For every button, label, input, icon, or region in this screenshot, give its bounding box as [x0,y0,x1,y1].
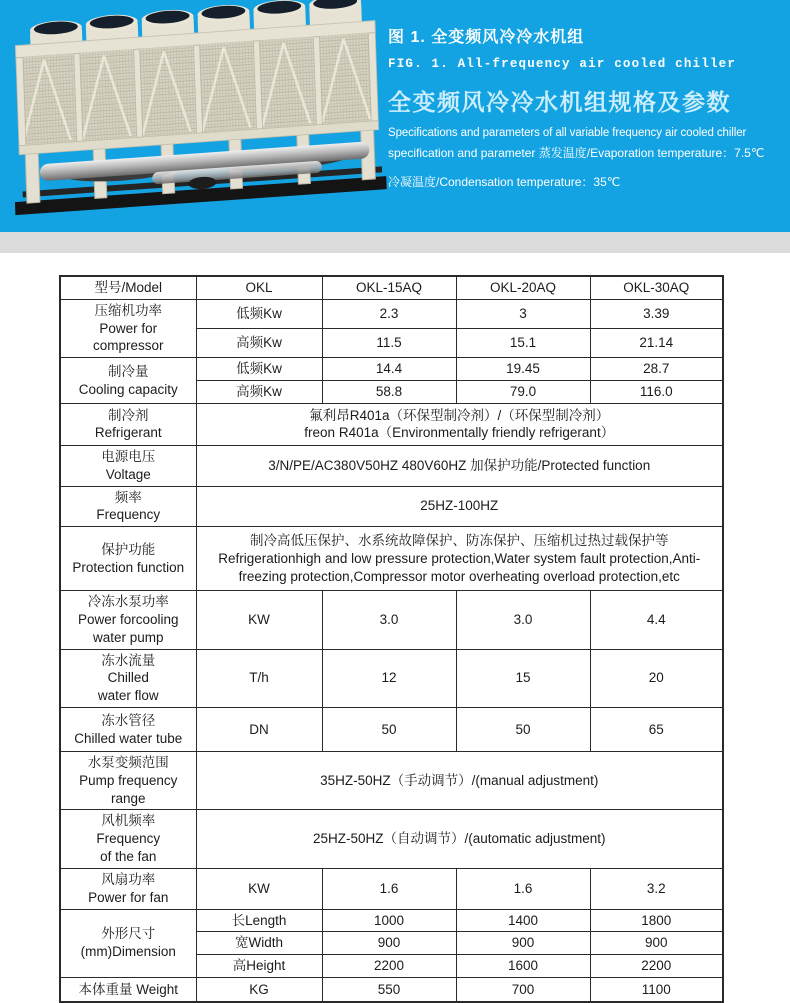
row-label-zh: 风机频率 [101,813,156,829]
unit-cell: T/h [196,649,322,707]
value-cell: 700 [456,977,590,1002]
value-cell: 28.7 [590,358,723,381]
row-label-en: Chilled [107,670,149,686]
span-value-fan-frequency: 25HZ-50HZ（自动调节）/(automatic adjustment) [196,810,723,868]
evaporation-temperature-line: specification and parameter 蒸发温度/Evaporation temperature：7.5℃ [388,146,765,160]
row-label-en: Power for compressor [92,320,164,354]
value-cell: 15 [456,649,590,707]
value-cell: 1600 [456,955,590,978]
unit-cell: 高Height [196,955,322,978]
row-label-en: Pump frequency [79,772,178,788]
table-row-refrigerant [60,403,723,445]
value-cell: 900 [590,932,723,955]
unit-cell: 高频Kw [196,381,322,404]
row-label-zh: 外形尺寸 [101,926,156,942]
row-label-en: of the fan [100,849,157,865]
table-row-fan-power [60,868,723,909]
value-cell: 1100 [590,977,723,1002]
row-label-zh: 制冷剂 [108,407,149,423]
span-value-en: freon R401a（Environmentally friendly refrigerant） [304,425,615,441]
value-cell: 19.45 [456,358,590,381]
value-cell: 11.5 [322,329,456,358]
span-value-zh: 氟利昂R401a（环保型制冷剂）/（环保型制冷剂） [309,407,610,423]
row-label-en: Cooling capacity [78,381,178,397]
value-cell: 14.4 [322,358,456,381]
hero-text-block [388,14,788,190]
row-label-en: water pump [92,629,164,645]
unit-cell: KW [196,868,322,909]
row-label-en: Protection function [72,559,185,575]
table-row-header [60,276,723,299]
row-label-zh: 压缩机功率 [94,302,162,318]
row-label-zh: 冷冻水泵功率 [87,594,169,610]
span-value-frequency: 25HZ-100HZ [196,486,723,527]
unit-cell: 低频Kw [196,299,322,328]
span-value-refrigerant [196,403,723,445]
value-cell: 12 [322,649,456,707]
value-cell: 2200 [590,955,723,978]
value-cell: 3 [456,299,590,328]
value-cell: 50 [322,708,456,752]
row-label-fan-power [60,868,196,909]
table-row-water-tube [60,708,723,752]
divider-bar [0,232,790,253]
value-cell: 65 [590,708,723,752]
span-value-protection [196,527,723,591]
row-label-water-tube [60,708,196,752]
col-header-model: 型号/Model [60,276,196,299]
table-row-dimension-length [60,909,723,932]
row-label-pump-frequency [60,752,196,810]
row-label-en: (mm)Dimension [80,944,176,960]
row-label-en: Frequency [96,831,161,847]
value-cell: 20 [590,649,723,707]
row-label-weight: 本体重量 Weight [60,977,196,1002]
value-cell: 3.39 [590,299,723,328]
value-cell: 2.3 [322,299,456,328]
col-header-okl-15aq: OKL-15AQ [322,276,456,299]
row-label-en: Voltage [105,466,151,482]
table-row-protection [60,527,723,591]
table-row-fan-frequency [60,810,723,868]
row-label-zh: 保护功能 [101,541,156,557]
value-cell: 1800 [590,909,723,932]
row-label-water-flow [60,649,196,707]
row-label-en: Frequency [96,507,161,523]
unit-cell: 长Length [196,909,322,932]
value-cell: 50 [456,708,590,752]
row-label-en: Refrigerant [94,425,162,441]
row-label-pump-power [60,591,196,649]
chiller-photo [0,0,402,232]
span-value-voltage: 3/N/PE/AC380V50HZ 480V60HZ 加保护功能/Protected function [196,445,723,486]
value-cell: 2200 [322,955,456,978]
row-label-en: Chilled water tube [74,730,183,746]
span-value-pump-frequency: 35HZ-50HZ（手动调节）/(manual adjustment) [196,752,723,810]
row-label-fan-frequency [60,810,196,868]
figure-caption-en: FIG. 1. All-frequency air cooled chiller [388,57,737,71]
figure-caption-zh: 图 1. 全变频风冷冷水机组 [388,29,585,46]
table-row-weight [60,977,723,1002]
unit-cell: 高频Kw [196,329,322,358]
row-label-zh: 制冷量 [108,363,149,379]
value-cell: 3.2 [590,868,723,909]
row-label-compressor [60,299,196,357]
unit-cell: KW [196,591,322,649]
unit-cell: 宽Width [196,932,322,955]
table-row-frequency [60,486,723,527]
value-cell: 3.0 [322,591,456,649]
row-label-zh: 冻水管径 [101,712,156,728]
row-label-zh: 电源电压 [101,448,156,464]
row-label-voltage [60,445,196,486]
page-title: 全变频风冷冷水机组规格及参数 [388,89,731,115]
col-header-okl: OKL [196,276,322,299]
spec-sheet [0,253,790,1003]
value-cell: 550 [322,977,456,1002]
col-header-okl-30aq: OKL-30AQ [590,276,723,299]
value-cell: 1.6 [322,868,456,909]
row-label-frequency [60,486,196,527]
span-value-zh: 制冷高低压保护、水系统故障保护、防冻保护、压缩机过热过载保护等 [250,532,669,548]
value-cell: 4.4 [590,591,723,649]
row-label-zh: 冻水流量 [101,652,156,668]
row-label-en: range [110,790,146,806]
col-header-okl-20aq: OKL-20AQ [456,276,590,299]
table-row-compressor-low [60,299,723,328]
hero-banner [0,0,790,232]
row-label-refrigerant [60,403,196,445]
row-label-dimension [60,909,196,977]
unit-cell: 低频Kw [196,358,322,381]
table-row-pump-power [60,591,723,649]
table-row-cooling-low [60,358,723,381]
value-cell: 1400 [456,909,590,932]
unit-cell: KG [196,977,322,1002]
row-label-cooling [60,358,196,404]
unit-cell: DN [196,708,322,752]
row-label-zh: 频率 [114,489,142,505]
value-cell: 900 [322,932,456,955]
row-label-en: water flow [97,688,159,704]
value-cell: 79.0 [456,381,590,404]
row-label-en: Power for fan [88,889,169,905]
value-cell: 58.8 [322,381,456,404]
row-label-protection [60,527,196,591]
value-cell: 1.6 [456,868,590,909]
value-cell: 1000 [322,909,456,932]
page-subtitle-en: Specifications and parameters of all variable frequency air cooled chiller [388,127,747,139]
spec-table [59,275,724,1003]
value-cell: 15.1 [456,329,590,358]
value-cell: 3.0 [456,591,590,649]
row-label-en: Power forcooling [77,611,179,627]
value-cell: 900 [456,932,590,955]
row-label-zh: 风扇功率 [101,871,156,887]
value-cell: 21.14 [590,329,723,358]
row-label-zh: 水泵变频范围 [87,755,169,770]
value-cell: 116.0 [590,381,723,404]
condensation-temperature-line: 冷凝温度/Condensation temperature：35℃ [388,175,621,189]
table-row-voltage [60,445,723,486]
table-row-pump-frequency [60,752,723,810]
table-row-water-flow [60,649,723,707]
span-value-en: Refrigerationhigh and low pressure protection,Water system fault protection,Anti-freezing protection,Compressor motor overheating overload protection,etc [218,550,701,584]
